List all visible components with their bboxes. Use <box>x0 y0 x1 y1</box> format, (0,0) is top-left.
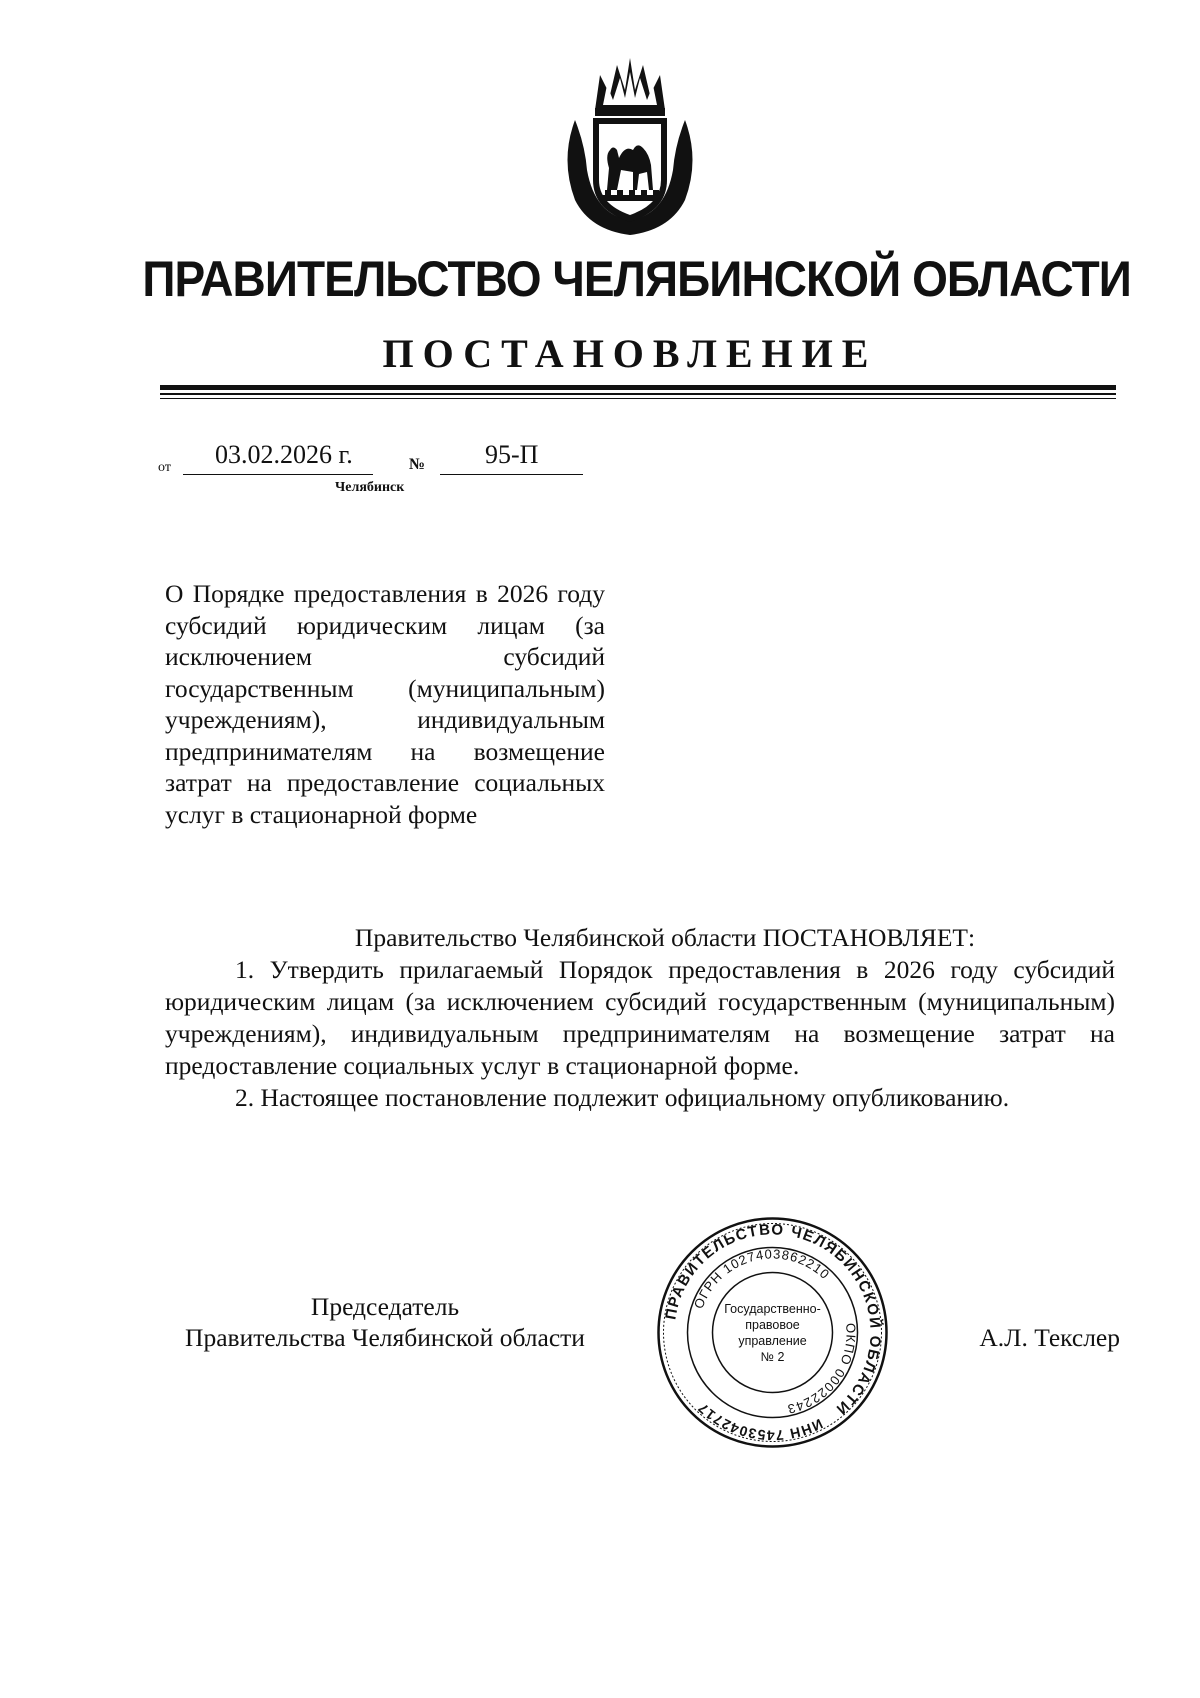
header-rule-thick <box>160 385 1116 390</box>
official-seal <box>655 1215 890 1450</box>
signer-name: А.Л. Текслер <box>979 1323 1120 1352</box>
body-paragraph-2: 2. Настоящее постановление подлежит официальному опубликованию. <box>235 1083 1010 1112</box>
body-intro: Правительство Челябинской области ПОСТАНОВЛЯЕТ: <box>354 923 976 952</box>
seal-inn-text: ИНН 7453042717 <box>694 1399 826 1444</box>
coat-of-arms-emblem <box>555 50 705 240</box>
number-sign-label: № <box>409 456 426 473</box>
document-number: 95-П <box>485 440 539 469</box>
document-subject: О Порядке предоставления в 2026 году субсидий юридическим лицам (за исключением субсидий государственным (муниципальным) учреждениям), индивидуальным предпринимателям на возмещение затрат на предоставление социальных услуг в стационарной форме <box>165 579 605 829</box>
body-paragraph-1: 1. Утвердить прилагаемый Порядок предоставления в 2026 году субсидий юридическим лицам (за исключением субсидий государственным (муниципальным) учреждениям), индивидуальным предпринимателям на возмещение затрат на предоставление социальных услуг в стационарной форме. <box>165 955 1115 1080</box>
signer-position-line1: Председатель <box>310 1292 460 1321</box>
issue-city: Челябинск <box>335 480 405 495</box>
seal-center-line3: управление <box>738 1334 807 1348</box>
seal-outer-text: ПРАВИТЕЛЬСТВО ЧЕЛЯБИНСКОЙ ОБЛАСТИ <box>662 1221 884 1419</box>
document-date: 03.02.2026 г. <box>215 440 353 469</box>
seal-okpo-text: ОКПО 00022243 <box>785 1322 859 1418</box>
document-body <box>165 922 1115 1114</box>
header-rule-hairline <box>160 398 1116 399</box>
seal-ogrn-text: ОГРН 1027403862210 <box>690 1246 833 1311</box>
seal-center-line2: правовое <box>745 1318 800 1332</box>
number-underline <box>440 474 583 475</box>
signer-position-line2: Правительства Челябинской области <box>185 1323 585 1352</box>
document-type: ПОСТАНОВЛЕНИЕ <box>382 331 878 376</box>
date-underline <box>183 474 373 475</box>
seal-center-line4: № 2 <box>760 1350 785 1364</box>
organization-title: ПРАВИТЕЛЬСТВО ЧЕЛЯБИНСКОЙ ОБЛАСТИ <box>142 251 1131 307</box>
date-prefix-label: от <box>158 460 171 475</box>
seal-center-line1: Государственно- <box>724 1302 821 1316</box>
header-rule-thin <box>160 393 1116 395</box>
